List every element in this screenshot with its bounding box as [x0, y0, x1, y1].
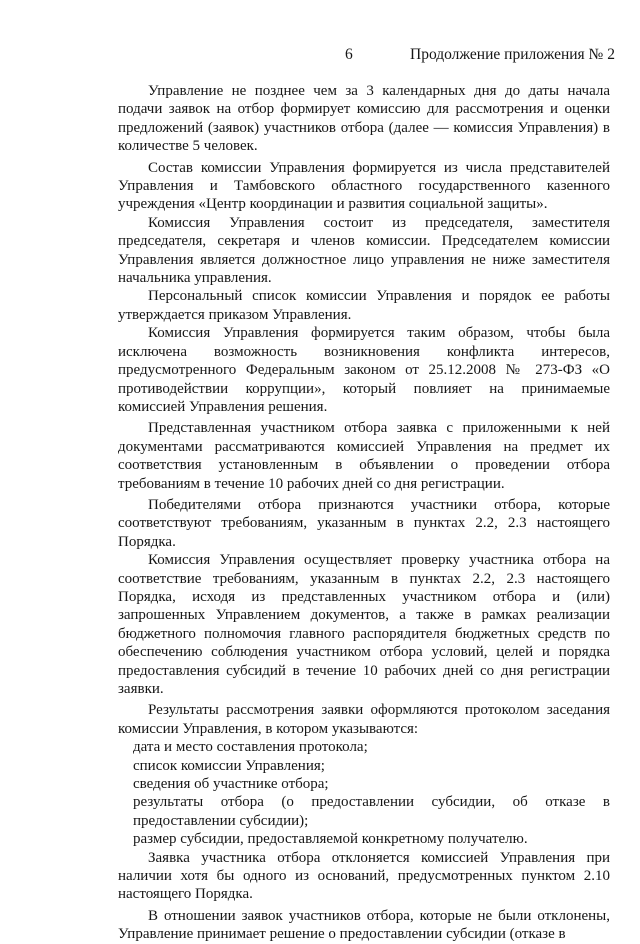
list-item-subsidy-amount: размер субсидии, предоставляемой конкретному получателю.: [133, 831, 528, 848]
paragraph-commission-formation: Управление не позднее чем за 3 календарных дня до даты начала подачи заявок на отбор формирует комиссию для рассмотрения и оценки предложений (заявок) участников отбора (далее — комиссия Управления) в количестве 5 человек.: [118, 83, 610, 155]
list-item-commission-list: список комиссии Управления;: [133, 757, 325, 774]
paragraph-decision: В отношении заявок участников отбора, которые не были отклонены, Управление принимает решение о предоставлении субсидии (отказе в: [118, 907, 610, 943]
paragraph-conflict-of-interest: Комиссия Управления формируется таким образом, чтобы была исключена возможность возникновения конфликта интересов, предусмотренного Федеральным законом от 25.12.2008 № 273-ФЗ «О противодействии коррупции», который повлияет на принимаемые комиссией Управления решения.: [118, 325, 610, 415]
paragraph-winners: Победителями отбора признаются участники отбора, которые соответствуют требованиям, указанным в пунктах 2.2, 2.3 настоящего Порядка.: [118, 496, 610, 550]
paragraph-protocol: Результаты рассмотрения заявки оформляются протоколом заседания комиссии Управления, в котором указываются:: [118, 702, 610, 737]
paragraph-commission-composition: Состав комиссии Управления формируется из числа представителей Управления и Тамбовского областного государственного казенного учреждения «Центр координации и развития социальной защиты».: [118, 159, 610, 213]
page-number: 6: [345, 46, 353, 63]
list-item-selection-results: результаты отбора (о предоставлении субсидии, об отказе в предоставлении субсидии);: [133, 794, 610, 829]
list-item-participant-info: сведения об участнике отбора;: [133, 776, 329, 793]
paragraph-commission-members: Комиссия Управления состоит из председателя, заместителя председателя, секретаря и членов комиссии. Председателем комиссии Управления является должностное лицо управления не ниже заместителя начальника управления.: [118, 214, 610, 287]
document-body: [118, 82, 610, 944]
paragraph-personal-list: Персональный список комиссии Управления и порядок ее работы утверждается приказом Управления.: [118, 288, 610, 323]
appendix-continuation-title: Продолжение приложения № 2: [410, 46, 615, 63]
paragraph-rejection: Заявка участника отбора отклоняется комиссией Управления при наличии хотя бы одного из оснований, предусмотренных пунктом 2.10 настоящего Порядка.: [118, 849, 610, 903]
paragraph-participant-check: Комиссия Управления осуществляет проверку участника отбора на соответствие требованиям, указанным в пунктах 2.2, 2.3 настоящего Порядка, исходя из представленных участником отбора и (или) запрошенных Управлением документов, а также в рамках реализации бюджетного полномочия главного распорядителя бюджетных средств по обеспечению соблюдения участником отбора условий, целей и порядка предоставления субсидий в течение 10 рабочих дней со дня регистрации заявки.: [118, 552, 610, 697]
paragraph-application-review: Представленная участником отбора заявка с приложенными к ней документами рассматриваются комиссией Управления на предмет их соответствия установленным в объявлении о проведении отбора требованиям в течение 10 рабочих дней со дня регистрации.: [118, 420, 610, 492]
list-item-protocol-date: дата и место составления протокола;: [133, 739, 368, 756]
